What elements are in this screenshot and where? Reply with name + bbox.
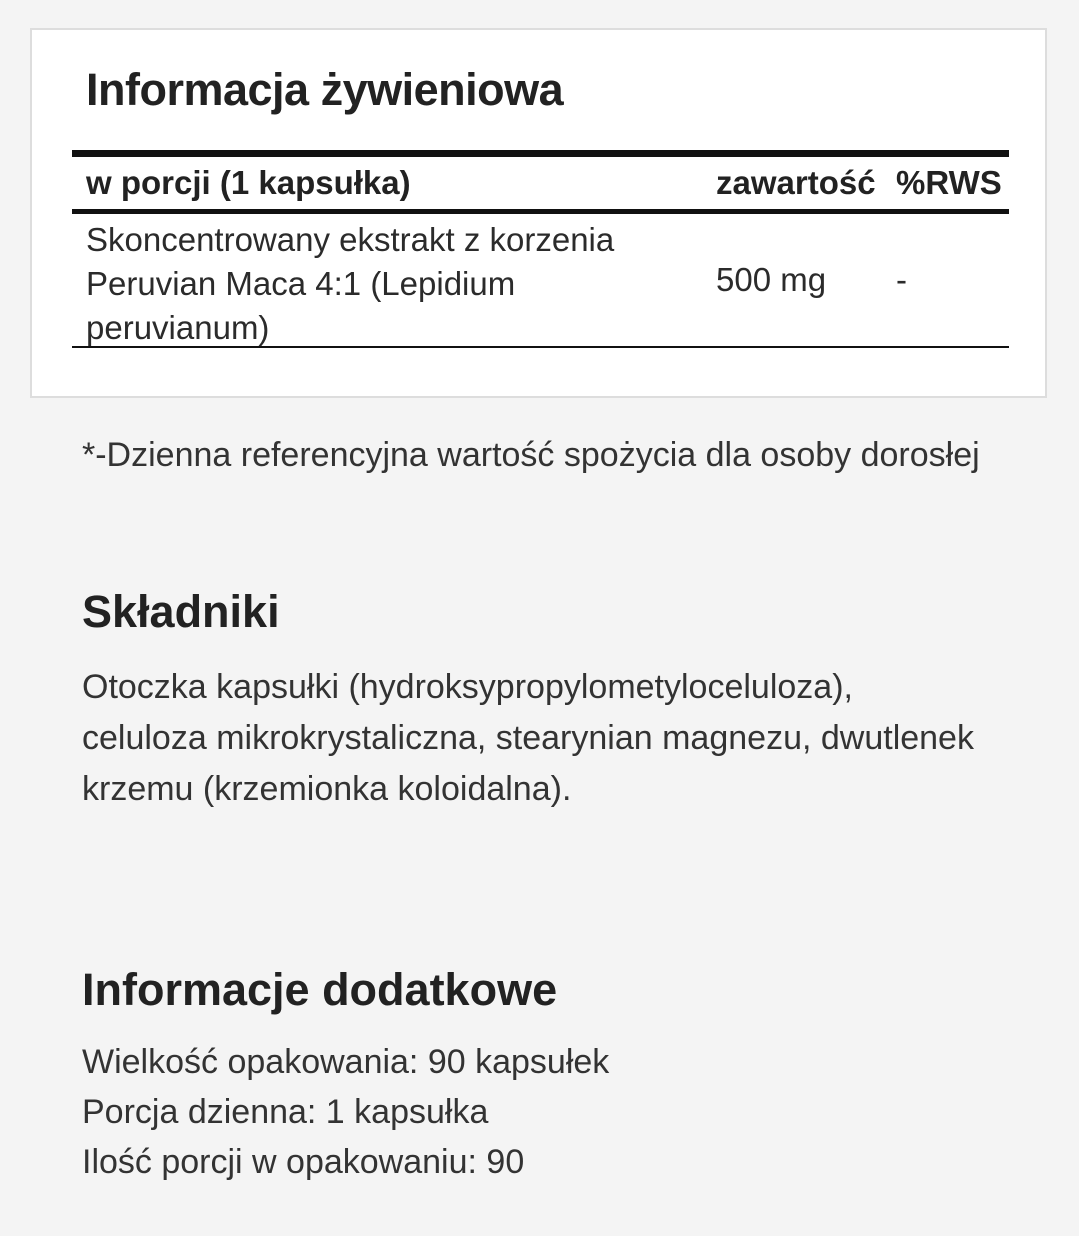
servings-per-package: Ilość porcji w opakowaniu: 90 [82, 1143, 525, 1181]
table-top-rule [72, 150, 1009, 157]
nutrition-title: Informacja żywieniowa [86, 64, 564, 115]
table-header-rule [72, 209, 1009, 214]
package-size: Wielkość opakowania: 90 kapsułek [82, 1043, 610, 1081]
table-bottom-rule [72, 346, 1009, 348]
extra-info-list [82, 1037, 609, 1187]
header-content: zawartość [716, 164, 876, 201]
ingredients-title: Składniki [82, 586, 280, 637]
header-rws: %RWS [896, 164, 1002, 201]
ingredients-text: Otoczka kapsułki (hydroksypropylometyloceluloza), celuloza mikrokrystaliczna, stearynian magnezu, dwutlenek krzemu (krzemionka koloidalna). [82, 668, 974, 808]
table-row-name: Skoncentrowany ekstrakt z korzenia Peruvian Maca 4:1 (Lepidium peruvianum) [86, 221, 615, 346]
rws-footnote: *-Dzienna referencyjna wartość spożycia dla osoby dorosłej [82, 436, 980, 474]
header-serving: w porcji (1 kapsułka) [86, 164, 411, 201]
nutrition-panel [30, 28, 1047, 398]
extra-info-title: Informacje dodatkowe [82, 964, 558, 1015]
table-row-rws: - [896, 261, 907, 298]
daily-serving: Porcja dzienna: 1 kapsułka [82, 1093, 489, 1131]
table-row-amount: 500 mg [716, 261, 827, 298]
